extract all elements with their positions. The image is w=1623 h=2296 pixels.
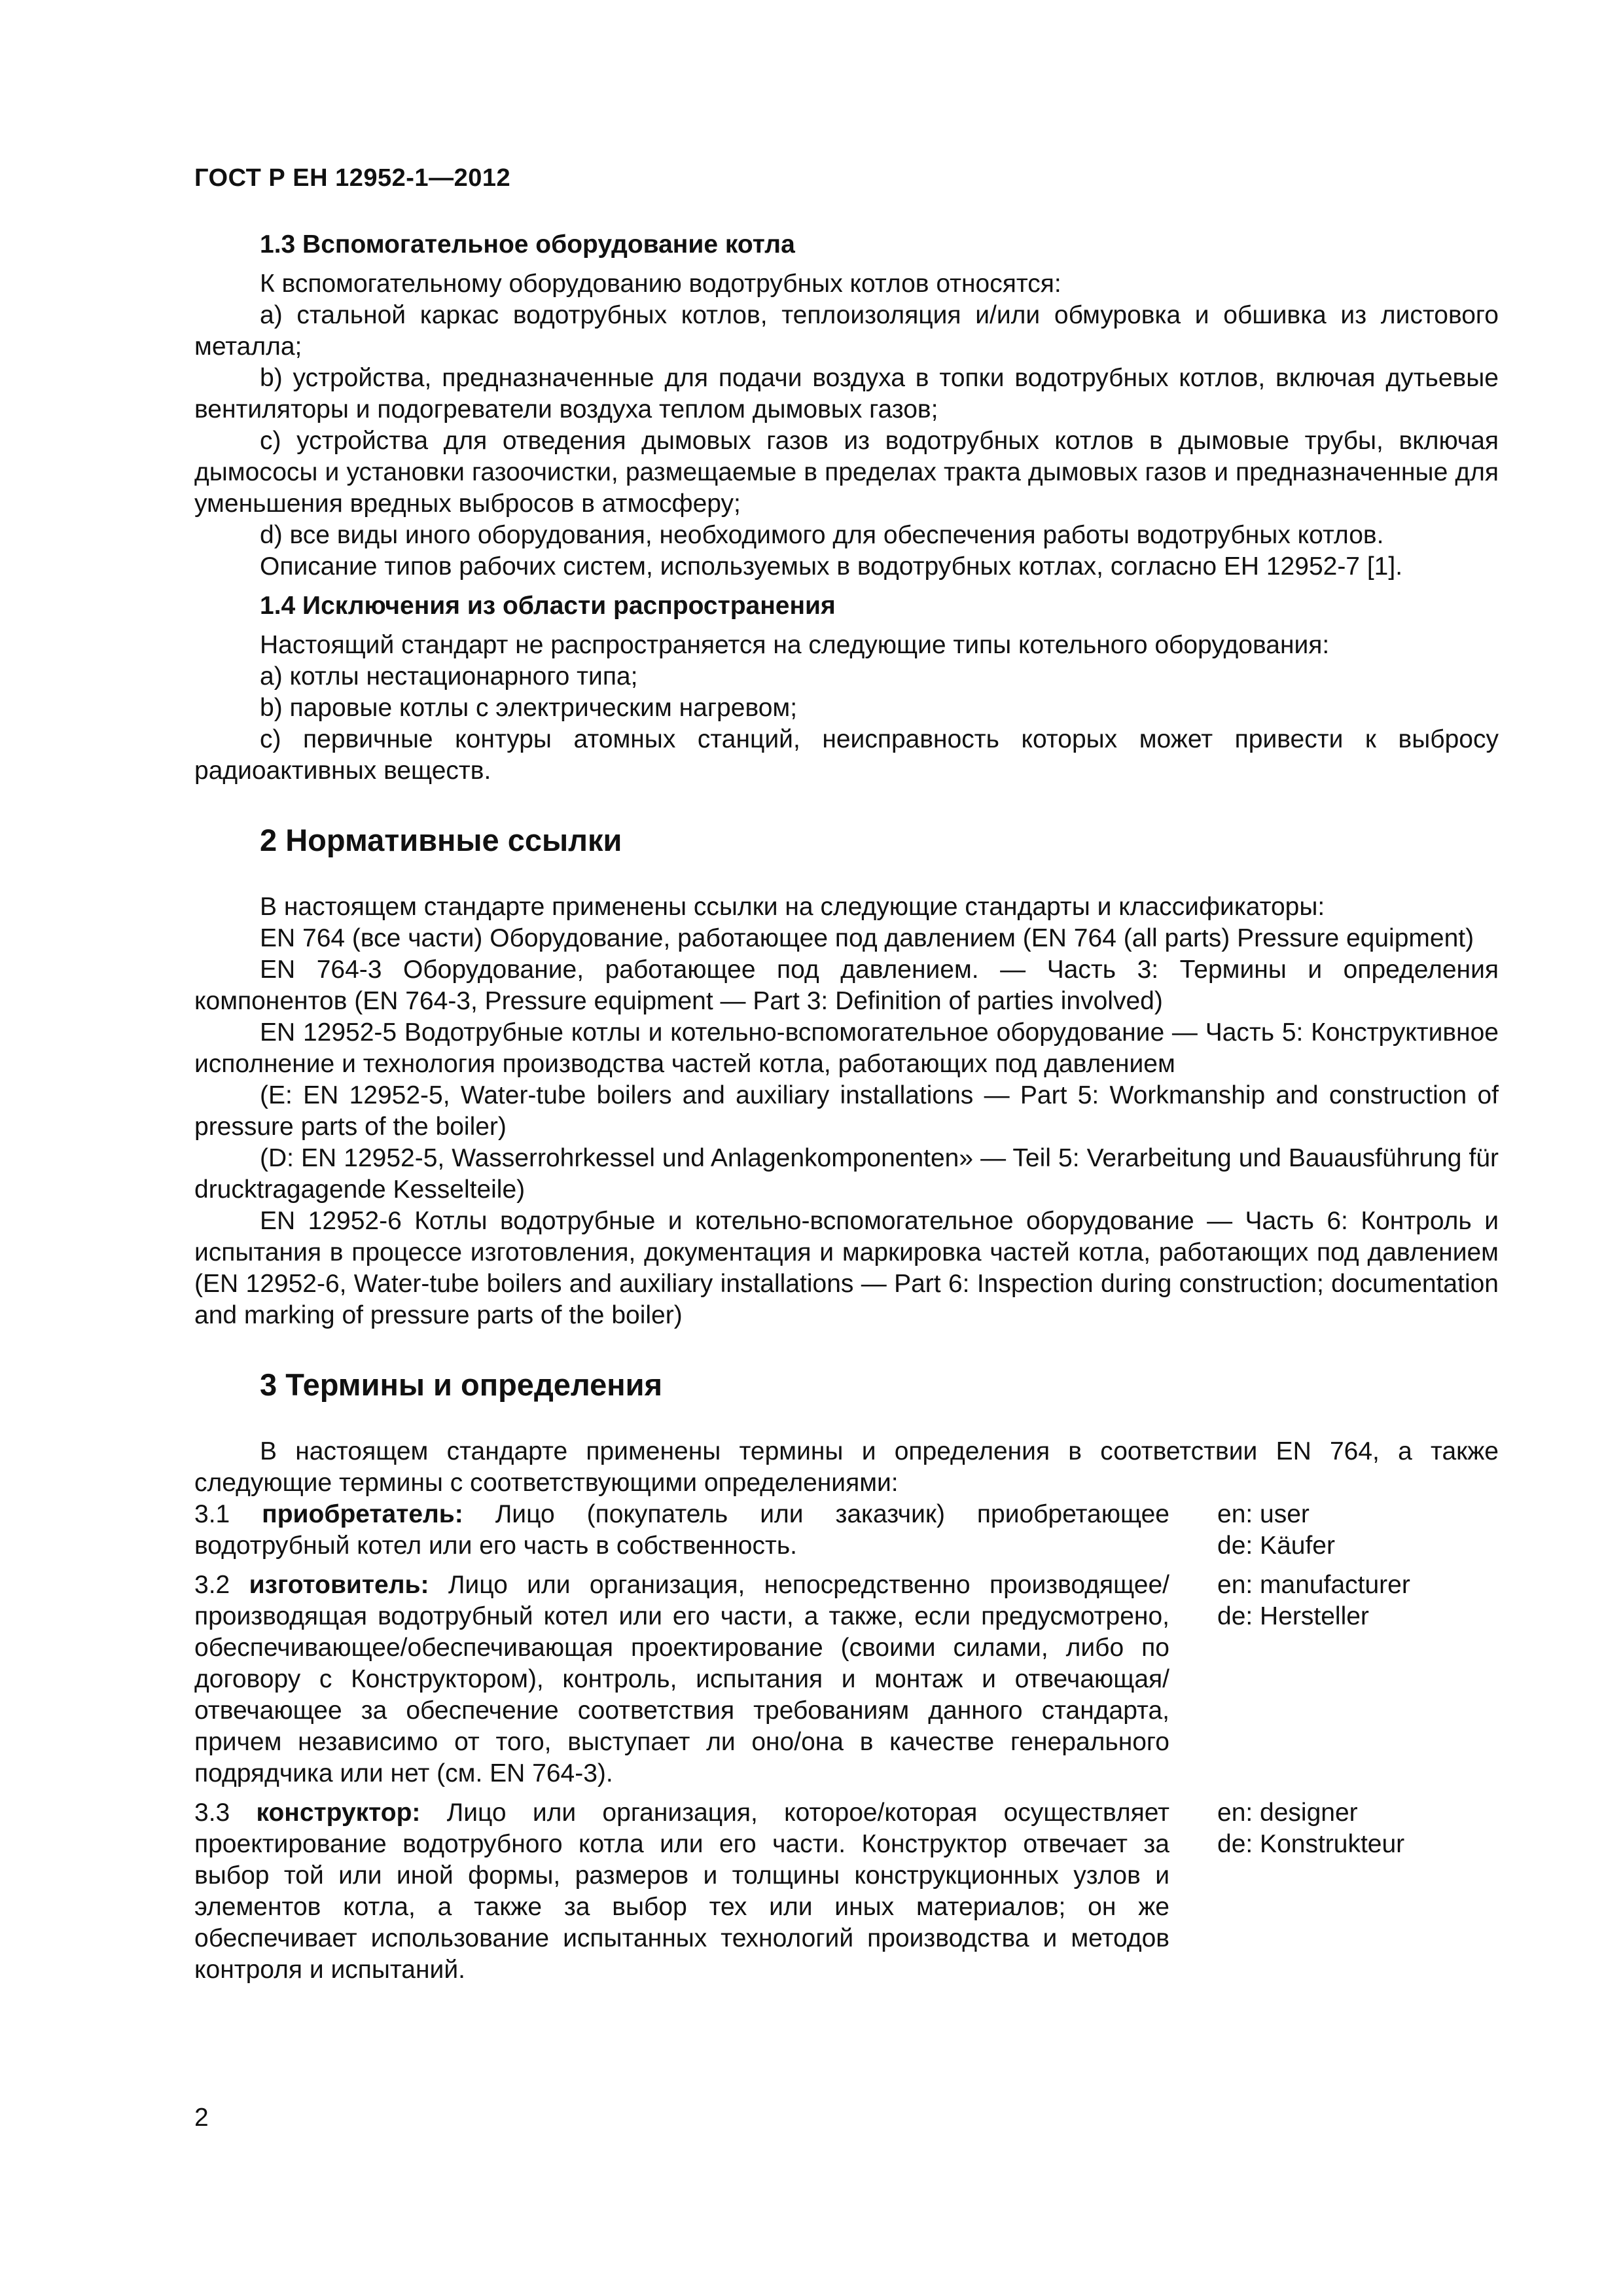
document-body [194,229,1499,1986]
paragraph: В настоящем стандарте применены термины и определения в соответствии EN 764, а также следующие термины с соответствующими определениями: [194,1437,1499,1497]
term-definition [194,1570,1169,1789]
reference-item: EN 12952-6 Котлы водотрубные и котельно-вспомогательное оборудование — Часть 6: Контроль и испытания в процессе изготовления, документация и маркировка частей котла, работающих под давлением (EN 12952-6, Water-tube boilers and auxiliary installations — Part 6: Inspection during construction; documentation and marking of pressure parts of the boiler) [194,1207,1499,1329]
term-name: конструктор: [256,1799,447,1827]
term-text: Лицо (покупатель или заказчик) приобретающее водотрубный котел или его часть в собственность. [194,1500,1169,1560]
term-en: en: user [1217,1500,1310,1528]
term-definition [194,1499,1169,1562]
paragraph: Настоящий стандарт не распространяется на следующие типы котельного оборудования: [260,631,1330,659]
list-item: с) устройства для отведения дымовых газов из водотрубных котлов в дымовые трубы, включая дымососы и установки газоочистки, размещаемые в пределах тракта дымовых газов и предназначенные для уменьшения вредных выбросов в атмосферу; [194,427,1499,518]
paragraph: К вспомогательному оборудованию водотрубных котлов относятся: [260,270,1061,298]
term-entry [194,1499,1499,1562]
term-text: Лицо или организация, которое/которая осуществляет проектирование водотрубного котла или его части. Конструктор отвечает за выбор той или иной формы, размеров и толщины конструкционных узлов и элементов котла, а также за выбор тех или иных материалов; он же обеспечивает использование испытанных технологий производства и методов контроля и испытаний. [194,1799,1169,1984]
term-translations [1217,1797,1499,1860]
reference-item: (E: EN 12952-5, Water-tube boilers and auxiliary installations — Part 5: Workmanship and construction of pressure parts of the boiler) [194,1081,1499,1141]
term-translations [1217,1499,1499,1562]
list-item: d) все виды иного оборудования, необходимого для обеспечения работы водотрубных котлов. [260,521,1384,549]
term-number: 3.1 [194,1500,262,1528]
term-entry [194,1570,1499,1789]
term-en: en: manufacturer [1217,1571,1410,1599]
list-item: а) стальной каркас водотрубных котлов, теплоизоляция и/или обмуровка и обшивка из листового металла; [194,301,1499,361]
paragraph: В настоящем стандарте применены ссылки на следующие стандарты и классификаторы: [260,893,1325,921]
term-de: de: Konstrukteur [1217,1830,1405,1858]
term-name: приобретатель: [262,1500,495,1528]
document-code-header: ГОСТ Р ЕН 12952-1—2012 [194,164,511,192]
term-translations [1217,1570,1499,1632]
list-item: b) устройства, предназначенные для подачи воздуха в топки водотрубных котлов, включая дутьевые вентиляторы и подогреватели воздуха теплом дымовых газов; [194,364,1499,423]
term-number: 3.2 [194,1571,249,1599]
subsection-title-1-3: 1.3 Вспомогательное оборудование котла [260,230,795,259]
reference-item: EN 764-3 Оборудование, работающее под давлением. — Часть 3: Термины и определения компонентов (EN 764-3, Pressure equipment — Part 3: Definition of parties involved) [194,956,1499,1015]
term-name: изготовитель: [249,1571,448,1599]
term-definition [194,1797,1169,1986]
term-de: de: Hersteller [1217,1602,1369,1630]
term-number: 3.3 [194,1799,257,1827]
term-de: de: Käufer [1217,1532,1335,1560]
term-en: en: designer [1217,1799,1358,1827]
reference-item: EN 764 (все части) Оборудование, работающее под давлением (EN 764 (all parts) Pressure equipment) [260,924,1474,952]
page-number: 2 [194,2104,209,2132]
section-title-3: 3 Термины и определения [260,1367,662,1402]
subsection-title-1-4: 1.4 Исключения из области распространения [260,592,836,620]
term-text: Лицо или организация, непосредственно производящее/производящая водотрубный котел или его части, а также, если предусмотрено, обеспечивающее/обеспечивающая проектирование (своими силами, либо по договору с Конструктором), контроль, испытания и монтаж и отвечающая/отвечающее за обеспечение соответствия требованиям данного стандарта, причем независимо от того, выступает ли оно/она в качестве генерального подрядчика или нет (см. EN 764-3). [194,1571,1169,1787]
section-title-2: 2 Нормативные ссылки [260,823,622,857]
term-entry [194,1797,1499,1986]
paragraph: Описание типов рабочих систем, используемых в водотрубных котлах, согласно ЕН 12952-7 [1]. [260,552,1403,581]
list-item: с) первичные контуры атомных станций, неисправность которых может привести к выбросу радиоактивных веществ. [194,725,1499,785]
list-item: b) паровые котлы с электрическим нагревом; [260,694,798,722]
reference-item: (D: EN 12952-5, Wasserrohrkessel und Anlagenkomponenten» — Teil 5: Verarbeitung und Bauausführung für drucktragagende Kesselteile) [194,1144,1499,1204]
reference-item: EN 12952-5 Водотрубные котлы и котельно-вспомогательное оборудование — Часть 5: Конструктивное исполнение и технология производства частей котла, работающих под давлением [194,1018,1499,1078]
list-item: а) котлы нестационарного типа; [260,662,638,691]
